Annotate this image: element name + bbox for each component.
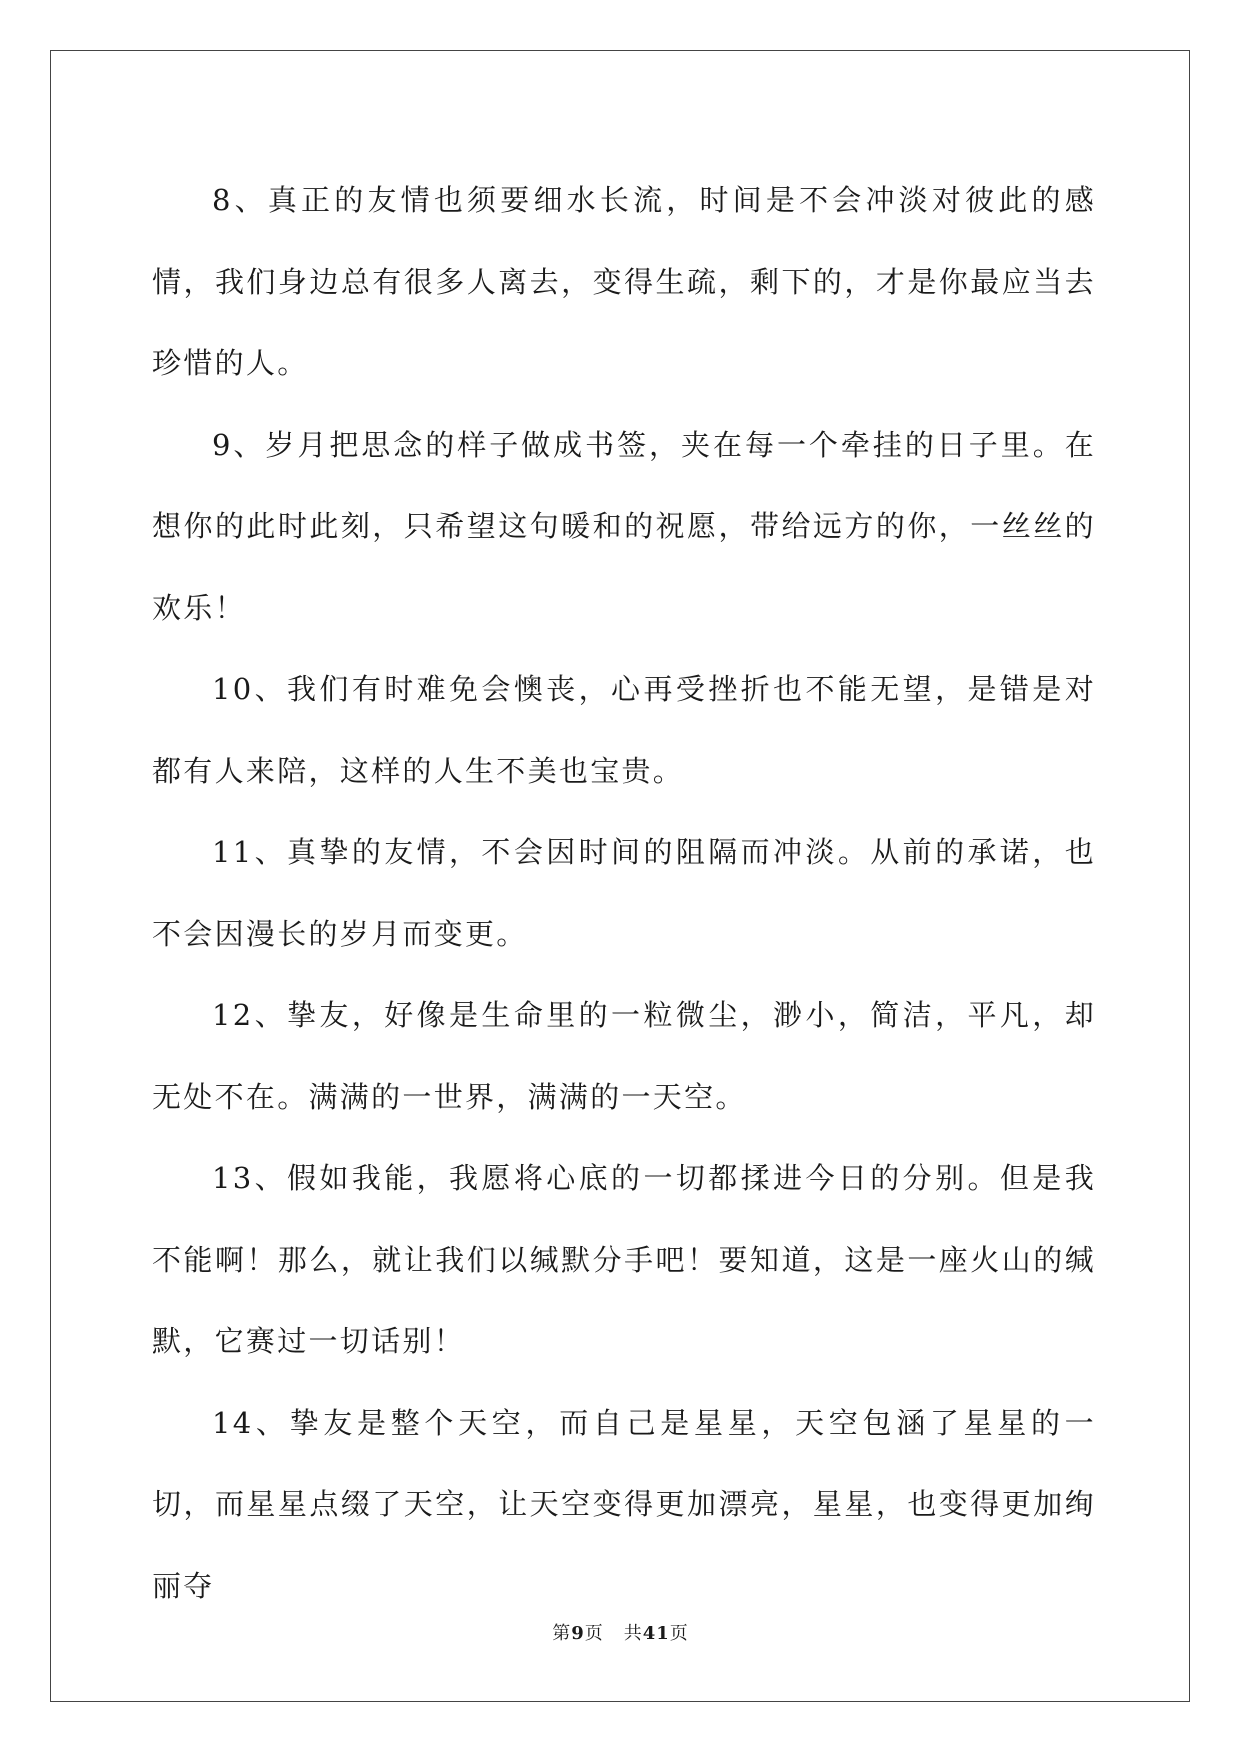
page-suffix: 页 bbox=[584, 1623, 604, 1644]
paragraph-14: 14、挚友是整个天空，而自己是星星，天空包涵了星星的一切，而星星点缀了天空，让天空变得更加漂亮，星星，也变得更加绚丽夺 bbox=[152, 1405, 1096, 1603]
paragraph-12: 12、挚友，好像是生命里的一粒微尘，渺小，简洁，平凡，却无处不在。满满的一世界，满满的一天空。 bbox=[152, 998, 1096, 1114]
paragraph-13: 13、假如我能，我愿将心底的一切都揉进今日的分别。但是我不能啊！那么，就让我们以缄默分手吧！要知道，这是一座火山的缄默，它赛过一切话别！ bbox=[152, 1161, 1096, 1358]
page-prefix: 第 bbox=[552, 1623, 572, 1644]
total-suffix: 页 bbox=[669, 1623, 689, 1644]
paragraph-8: 8、真正的友情也须要细水长流，时间是不会冲淡对彼此的感情，我们身边总有很多人离去，变得生疏，剩下的，才是你最应当去珍惜的人。 bbox=[152, 183, 1096, 380]
paragraph-10: 10、我们有时难免会懊丧，心再受挫折也不能无望，是错是对都有人来陪，这样的人生不美也宝贵。 bbox=[152, 672, 1096, 788]
total-prefix: 共 bbox=[623, 1623, 643, 1644]
paragraph-11: 11、真挚的友情，不会因时间的阻隔而冲淡。从前的承诺，也不会因漫长的岁月而变更。 bbox=[152, 835, 1096, 951]
page-number: 9 bbox=[571, 1623, 585, 1644]
paragraph-9: 9、岁月把思念的样子做成书签，夹在每一个牵挂的日子里。在想你的此时此刻，只希望这句暖和的祝愿，带给远方的你，一丝丝的欢乐！ bbox=[152, 427, 1096, 625]
document-body bbox=[152, 160, 1096, 1627]
total-pages: 41 bbox=[642, 1623, 670, 1644]
page-footer bbox=[0, 1622, 1241, 1646]
